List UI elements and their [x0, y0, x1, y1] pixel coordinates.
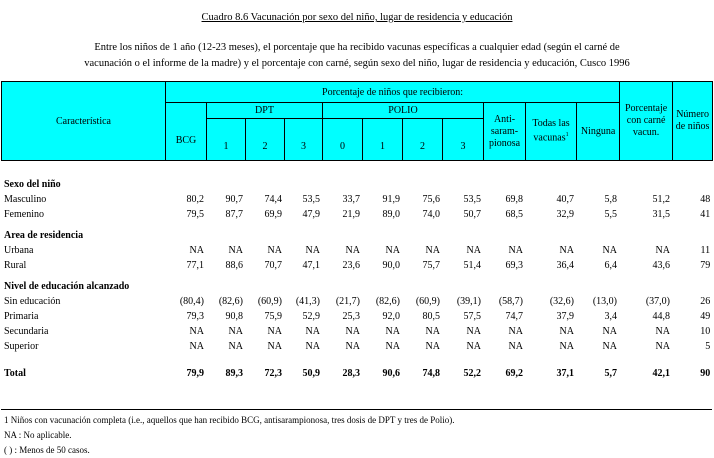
subtitle-line-1: Entre los niños de 1 año (12-23 meses), el porcentaje que ha recibido vacunas específicas a cualquier edad (según el carné de [94, 42, 620, 53]
table-row [1, 324, 712, 339]
table-cell: 69,2 [505, 368, 523, 379]
table-cell: 5,8 [604, 194, 617, 205]
table-cell: 33,7 [342, 194, 360, 205]
row-label: Femenino [4, 209, 44, 220]
table-cell: NA [425, 245, 440, 256]
table-header [1, 81, 713, 161]
header-polio-2: 2 [403, 119, 443, 161]
table-row [1, 243, 712, 258]
row-label: Nivel de educación alcanzado [4, 281, 130, 292]
table-cell: 57,5 [463, 311, 481, 322]
table-cell: NA [559, 341, 574, 352]
table-cell: 32,9 [556, 209, 574, 220]
table-cell: NA [655, 245, 670, 256]
table-cell: 92,0 [382, 311, 400, 322]
table-cell: 80,5 [422, 311, 440, 322]
table-cell: 53,5 [463, 194, 481, 205]
header-todas-vacunas-text: Todas las vacunas [532, 118, 570, 144]
table-cell: 50,9 [302, 368, 320, 379]
header-numero-ninos-text: Número de niños [675, 109, 710, 132]
header-porcentaje-carne-text: Porcentaje con carné vacun. [624, 103, 668, 138]
table-cell: (32,6) [549, 296, 574, 307]
table-cell: NA [508, 326, 523, 337]
table-cell: 72,3 [264, 368, 282, 379]
table-cell: NA [228, 341, 243, 352]
section-title [1, 177, 712, 192]
table-cell: NA [466, 341, 481, 352]
table-cell: 74,8 [422, 368, 440, 379]
table-cell: (80,4) [179, 296, 204, 307]
table-cell: 47,9 [302, 209, 320, 220]
table-cell: 90,7 [225, 194, 243, 205]
table-cell: NA [305, 245, 320, 256]
header-porcentaje-carne [620, 82, 673, 161]
table-cell: 43,6 [652, 260, 670, 271]
table-cell: 68,5 [505, 209, 523, 220]
footnote-na: NA : No aplicable. [4, 430, 72, 440]
row-label: Area de residencia [4, 230, 84, 241]
footnote-marker: 1 [565, 132, 569, 139]
table-cell: NA [267, 245, 282, 256]
table-row [1, 294, 712, 309]
row-label: Masculino [4, 194, 47, 205]
header-dpt-2: 2 [246, 119, 285, 161]
table-cell: 5,7 [604, 368, 617, 379]
table-cell: 31,5 [652, 209, 670, 220]
table-cell: NA [602, 245, 617, 256]
row-label: Sin educación [4, 296, 61, 307]
table-cell: NA [508, 341, 523, 352]
table-cell: NA [466, 245, 481, 256]
table-cell: 49 [700, 311, 711, 322]
table-cell: 44,8 [652, 311, 670, 322]
footnote-1: 1 Niños con vacunación completa (i.e., aquellos que han recibido BCG, antisarampionosa, tres dosis de DPT y tres de Polio). [4, 415, 455, 425]
table-row [1, 309, 712, 324]
table-cell: 90,6 [382, 368, 400, 379]
table-cell: NA [228, 326, 243, 337]
table-cell: 51,4 [463, 260, 481, 271]
table-row [1, 339, 712, 354]
table-cell: 69,9 [264, 209, 282, 220]
table-cell: (37,0) [645, 296, 670, 307]
subtitle-line-2: vacunación o el informe de la madre) y el porcentaje con carné, según sexo del niño, lugar de residencia y educación, Cusco 1996 [84, 58, 630, 69]
table-cell: 6,4 [604, 260, 617, 271]
table-cell: NA [385, 341, 400, 352]
table-cell: NA [305, 341, 320, 352]
table-cell: 79 [700, 260, 711, 271]
table-cell: NA [345, 341, 360, 352]
table-cell: NA [425, 341, 440, 352]
table-cell: 37,1 [556, 368, 574, 379]
table-cell: 36,4 [556, 260, 574, 271]
table-cell: (82,6) [375, 296, 400, 307]
table-cell: NA [189, 326, 204, 337]
table-cell: 21,9 [342, 209, 360, 220]
table-cell: NA [655, 326, 670, 337]
table-title: Cuadro 8.6 Vacunación por sexo del niño, lugar de residencia y educación [201, 12, 513, 23]
table-cell: 79,3 [186, 311, 204, 322]
table-cell: (39,1) [456, 296, 481, 307]
row-label: Total [4, 368, 26, 379]
table-cell: (21,7) [335, 296, 360, 307]
table-cell: 74,7 [505, 311, 523, 322]
row-label: Superior [4, 341, 39, 352]
table-cell: 3,4 [604, 311, 617, 322]
header-bcg: BCG [166, 103, 207, 161]
table-cell: 26 [700, 296, 711, 307]
footnotes [4, 413, 455, 458]
table-cell: 70,7 [264, 260, 282, 271]
section-title [1, 279, 712, 294]
table-cell: NA [602, 326, 617, 337]
header-dpt-3: 3 [285, 119, 323, 161]
table-cell: NA [189, 341, 204, 352]
table-cell: NA [602, 341, 617, 352]
table-cell: 52,2 [463, 368, 481, 379]
table-cell: 75,9 [264, 311, 282, 322]
table-cell: NA [345, 326, 360, 337]
table-cell: (60,9) [415, 296, 440, 307]
table-cell: NA [559, 245, 574, 256]
table-cell: 40,7 [556, 194, 574, 205]
row-label: Secundaria [4, 326, 49, 337]
table-row [1, 192, 712, 207]
table-cell: (60,9) [257, 296, 282, 307]
header-todas-vacunas [526, 103, 577, 161]
table-cell: 77,1 [186, 260, 204, 271]
header-ninguna: Ninguna [577, 103, 620, 161]
table-cell: NA [466, 326, 481, 337]
table-cell: 52,9 [302, 311, 320, 322]
table-cell: 23,6 [342, 260, 360, 271]
table-cell: 42,1 [652, 368, 670, 379]
header-polio-0: 0 [323, 119, 363, 161]
table-cell: 10 [700, 326, 711, 337]
table-cell: (82,6) [218, 296, 243, 307]
table-cell: 90,8 [225, 311, 243, 322]
table-row [1, 207, 712, 222]
table-cell: 41 [700, 209, 711, 220]
row-label: Sexo del niño [4, 179, 61, 190]
table-cell: 88,6 [225, 260, 243, 271]
header-antisarampionosa [484, 103, 526, 161]
table-cell: 69,8 [505, 194, 523, 205]
table-cell: 50,7 [463, 209, 481, 220]
table-cell: 5,5 [604, 209, 617, 220]
bottom-rule [1, 409, 712, 410]
header-polio: POLIO [323, 103, 484, 119]
table-subtitle [40, 40, 674, 72]
table-cell: 11 [700, 245, 711, 256]
table-cell: 5 [705, 341, 711, 352]
total-row [1, 366, 712, 381]
header-porcentaje-recibieron: Porcentaje de niños que recibieron: [166, 82, 620, 103]
table-cell: (58,7) [498, 296, 523, 307]
table-cell: 91,9 [382, 194, 400, 205]
table-cell: 69,3 [505, 260, 523, 271]
table-cell: NA [508, 245, 523, 256]
table-cell: NA [559, 326, 574, 337]
table-cell: NA [267, 326, 282, 337]
row-label: Urbana [4, 245, 34, 256]
table-cell: NA [267, 341, 282, 352]
row-label: Rural [4, 260, 27, 271]
table-cell: NA [655, 341, 670, 352]
table-cell: 74,0 [422, 209, 440, 220]
table-cell: NA [305, 326, 320, 337]
table-cell: 25,3 [342, 311, 360, 322]
header-dpt-1: 1 [207, 119, 246, 161]
table-cell: 51,2 [652, 194, 670, 205]
table-cell: 48 [700, 194, 711, 205]
table-cell: 74,4 [264, 194, 282, 205]
footnote-parentheses: ( ) : Menos de 50 casos. [4, 445, 90, 455]
table-cell: 87,7 [225, 209, 243, 220]
table-cell: NA [228, 245, 243, 256]
table-cell: NA [345, 245, 360, 256]
table-cell: 90 [700, 368, 711, 379]
section-title [1, 228, 712, 243]
header-polio-1: 1 [363, 119, 403, 161]
table-cell: 79,5 [186, 209, 204, 220]
table-cell: 79,9 [186, 368, 204, 379]
table-cell: 80,2 [186, 194, 204, 205]
table-cell: 53,5 [302, 194, 320, 205]
table-cell: 75,7 [422, 260, 440, 271]
table-cell: 89,0 [382, 209, 400, 220]
table-cell: NA [385, 326, 400, 337]
table-cell: (13,0) [592, 296, 617, 307]
table-body [1, 177, 712, 381]
row-label: Primaria [4, 311, 39, 322]
header-polio-3: 3 [443, 119, 484, 161]
table-cell: NA [385, 245, 400, 256]
table-cell: (41,3) [295, 296, 320, 307]
table-cell: NA [189, 245, 204, 256]
header-caracteristica: Característica [2, 82, 166, 161]
header-antisarampionosa-text: Anti-saram-pionosa [488, 113, 521, 149]
header-numero-ninos [673, 82, 713, 161]
table-cell: 89,3 [225, 368, 243, 379]
table-cell: 37,9 [556, 311, 574, 322]
table-cell: NA [425, 326, 440, 337]
table-cell: 47,1 [302, 260, 320, 271]
table-rows [1, 177, 712, 381]
table-cell: 75,6 [422, 194, 440, 205]
header-dpt: DPT [207, 103, 323, 119]
table-cell: 90,0 [382, 260, 400, 271]
table-cell: 28,3 [342, 368, 360, 379]
table-row [1, 258, 712, 273]
